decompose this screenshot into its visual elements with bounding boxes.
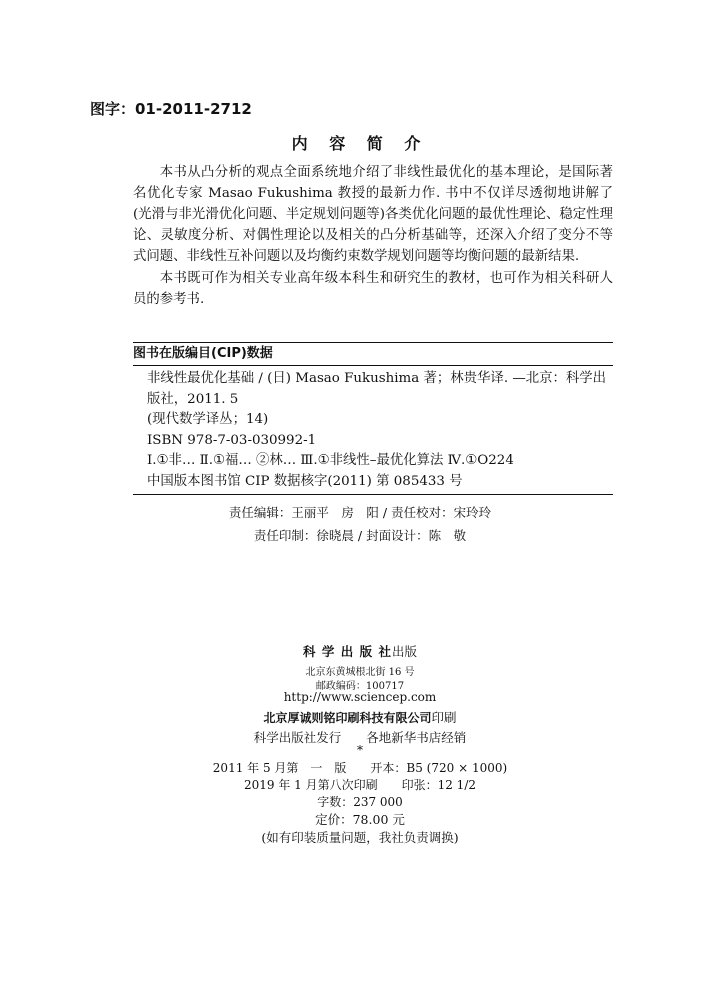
quality-note: (如有印装质量问题，我社负责调换) (261, 830, 459, 845)
printer-name: 北京厚诚则铭印刷科技有限公司 (263, 711, 432, 725)
cip-isbn: ISBN 978-7-03-030992-1 (147, 432, 317, 448)
cip-record-number: 中国版本图书馆 CIP 数据核字(2011) 第 085433 号 (147, 473, 463, 489)
publisher-name-suffix: 出版 (391, 644, 417, 659)
copyright-license-number: 图字：01-2011-2712 (90, 100, 252, 118)
intro-paragraph: 本书从凸分析的观点全面系统地介绍了非线性最优化的基本理论，是国际著名优化专家 Masao Fukushima 教授的最新力作. 书中不仅详尽透彻地讲解了(光滑与非光滑优化问题、半定规划问题等)各类优化问题的最优性理论、稳定性理论、灵敏度分析、对偶性理论以及相关的凸分析基础等，还深入介绍了变分不等式问题、非线性互补问题以及均衡约束数学规划问题等均衡问题的最新结果. (133, 165, 613, 264)
cip-body (133, 366, 613, 494)
distribution-line: 科学出版社发行 各地新华书店经销 (253, 730, 467, 745)
printer-suffix: 印刷 (431, 710, 457, 725)
credits-line-1: 责任编辑：王丽平 房 阳 / 责任校对：宋玲玲 (228, 505, 492, 520)
price: 定价：78.00 元 (315, 812, 405, 827)
separator-star: * (357, 743, 363, 757)
intro-paragraph: 本书既可作为相关专业高年级本科生和研究生的教材，也可作为相关科研人员的参考书. (133, 271, 613, 307)
edition-line: 2011 年 5 月第 一 版 开本：B5 (720 × 1000) (212, 761, 508, 775)
printing-line: 2019 年 1 月第八次印刷 印张：12 1/2 (243, 778, 476, 792)
publisher-postcode: 邮政编码：100717 (315, 681, 405, 692)
cip-classification: Ⅰ.①非… Ⅱ.①福… ②林… Ⅲ.①非线性–最优化算法 Ⅳ.①O224 (147, 453, 514, 468)
intro-title: 内 容 简 介 (291, 134, 429, 153)
cip-main-entry: 非线性最优化基础 / (日) Masao Fukushima 著；林贵华译. —北京：科学出版社，2011. 5 (147, 371, 607, 407)
publisher-address: 北京东黄城根北街 16 号 (305, 667, 415, 678)
printer-line (0, 708, 720, 726)
cip-heading: 图书在版编目(CIP)数据 (133, 342, 613, 366)
credits-line-2: 责任印制：徐晓晨 / 封面设计：陈 敬 (253, 528, 467, 543)
cip-series: (现代数学译丛；14) (147, 412, 269, 427)
publisher-url: http://www.sciencep.com (283, 690, 437, 704)
intro-section (133, 162, 613, 310)
publisher-name: 科 学 出 版 社 (303, 644, 392, 659)
word-count: 字数：237 000 (317, 795, 403, 809)
publisher-line (0, 642, 720, 660)
cip-block (133, 342, 613, 495)
